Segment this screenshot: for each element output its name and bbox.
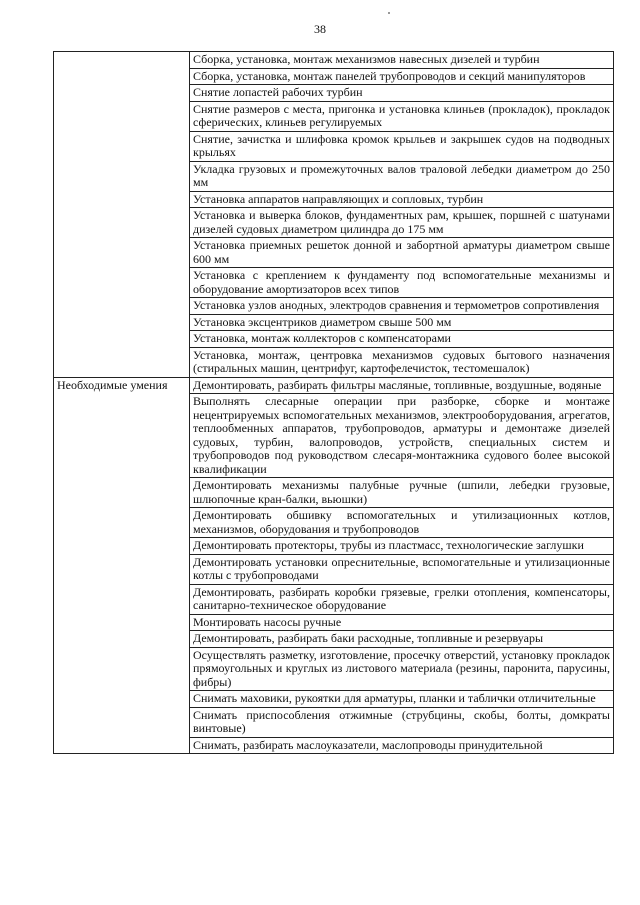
scan-speck <box>388 12 390 14</box>
table-cell: Снятие размеров с места, пригонка и установка клиньев (прокладок), прокладок сферических, клиньев регулируемых <box>190 101 614 131</box>
table-cell: Снимать приспособления отжимные (струбцины, скобы, болты, домкраты винтовые) <box>190 707 614 737</box>
table-cell: Установка, монтаж коллекторов с компенсаторами <box>190 331 614 348</box>
table-cell: Установка, монтаж, центровка механизмов судовых бытового назначения (стиральных машин, центрифуг, картофелечисток, тестомешалок) <box>190 347 614 377</box>
table-cell: Осуществлять разметку, изготовление, просечку отверстий, установку прокладок прямоугольных и круглых из листового материала (резины, паронита, парусины, фибры) <box>190 647 614 691</box>
table-cell: Установка с креплением к фундаменту под вспомогательные механизмы и оборудование амортизаторов всех типов <box>190 268 614 298</box>
table-cell: Установка аппаратов направляющих и сопловых, турбин <box>190 191 614 208</box>
table-cell: Снятие, зачистка и шлифовка кромок крыльев и закрышек судов на подводных крыльях <box>190 131 614 161</box>
table-cell: Установка и выверка блоков, фундаментных рам, крышек, поршней с шатунами дизелей судовых диаметром цилиндра до 175 мм <box>190 208 614 238</box>
table-cell: Демонтировать механизмы палубные ручные (шпили, лебедки грузовые, шлюпочные кран-балки, вьюшки) <box>190 478 614 508</box>
group-label-necessary-skills: Необходимые умения <box>54 377 190 754</box>
table-cell: Укладка грузовых и промежуточных валов траловой лебедки диаметром до 250 мм <box>190 161 614 191</box>
table-cell: Демонтировать установки опреснительные, вспомогательные и утилизационные котлы с трубопроводами <box>190 554 614 584</box>
table-cell: Снимать, разбирать маслоуказатели, маслопроводы принудительной <box>190 737 614 754</box>
table-cell: Сборка, установка, монтаж механизмов навесных дизелей и турбин <box>190 52 614 69</box>
table-cell: Снимать маховики, рукоятки для арматуры, планки и таблички отличительные <box>190 691 614 708</box>
table-cell: Демонтировать, разбирать фильтры масляные, топливные, воздушные, водяные <box>190 377 614 394</box>
table-cell: Демонтировать протекторы, трубы из пластмасс, технологические заглушки <box>190 538 614 555</box>
table-cell: Сборка, установка, монтаж панелей трубопроводов и секций манипуляторов <box>190 68 614 85</box>
table-cell: Демонтировать, разбирать коробки грязевые, грелки отопления, компенсаторы, санитарно-техническое оборудование <box>190 584 614 614</box>
table-cell: Выполнять слесарные операции при разборке, сборке и монтаже нецентрируемых вспомогательных механизмов, электрооборудования, агрегатов, теплообменных аппаратов, трубопроводов, арматуры и демонтаже дизелей судовых, турбин, валопроводов, устройств, специальных систем и трубопроводов под руководством слесаря-монтажника судового более высокой квалификации <box>190 394 614 478</box>
competency-table <box>53 51 614 754</box>
table-cell: Демонтировать, разбирать баки расходные, топливные и резервуары <box>190 631 614 648</box>
competency-table-body <box>54 52 614 754</box>
table-row <box>54 52 614 69</box>
table-cell: Монтировать насосы ручные <box>190 614 614 631</box>
table-cell: Установка приемных решеток донной и забортной арматуры диаметром свыше 600 мм <box>190 238 614 268</box>
group-label-cell <box>54 52 190 378</box>
table-cell: Снятие лопастей рабочих турбин <box>190 85 614 102</box>
table-row <box>54 377 614 394</box>
table-cell: Установка узлов анодных, электродов сравнения и термометров сопротивления <box>190 298 614 315</box>
page-number: 38 <box>314 22 326 36</box>
table-cell: Установка эксцентриков диаметром свыше 500 мм <box>190 314 614 331</box>
table-cell: Демонтировать обшивку вспомогательных и утилизационных котлов, механизмов, оборудования и трубопроводов <box>190 508 614 538</box>
